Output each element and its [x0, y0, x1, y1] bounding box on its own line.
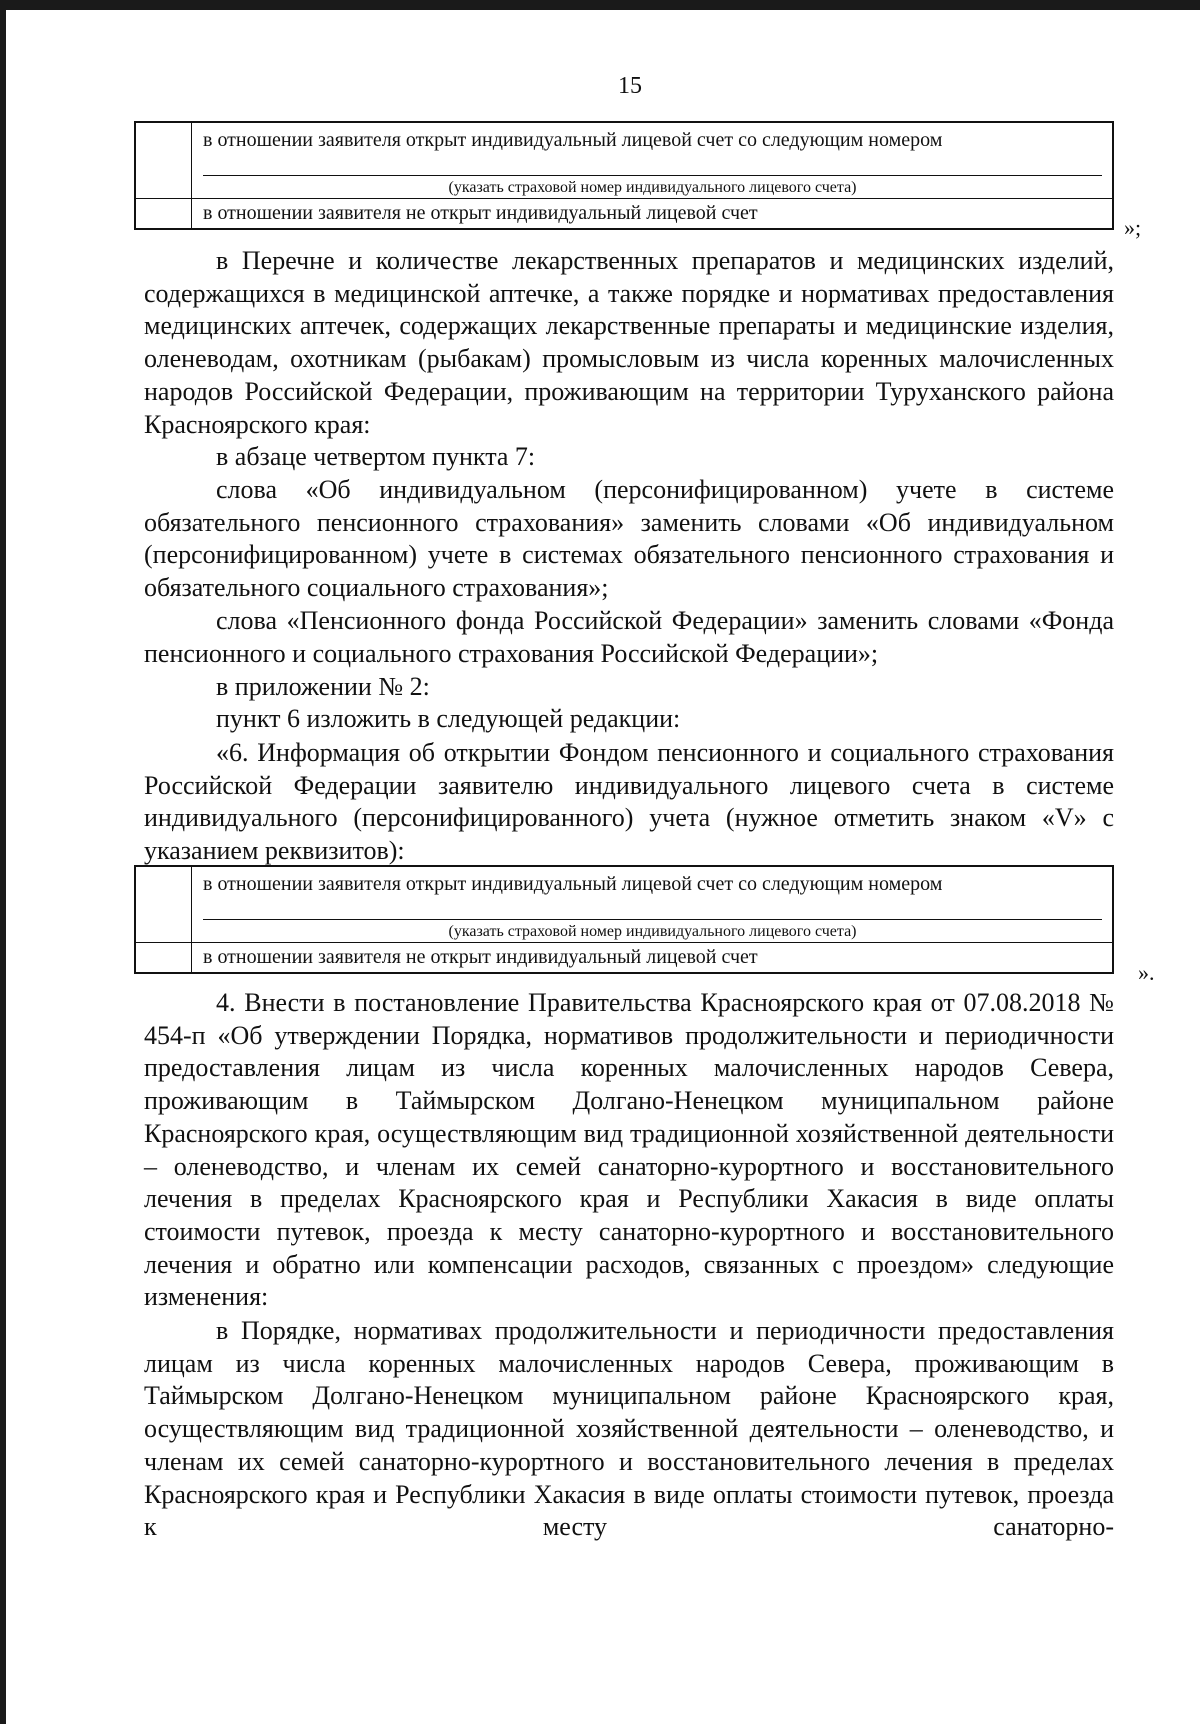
- checkbox-cell-closed: [136, 943, 192, 972]
- scan-border-top: [0, 0, 1200, 10]
- row-closed-label: в отношении заявителя не открыт индивидуальный лицевой счет: [203, 202, 758, 224]
- paragraph-poryadke: в Порядке, нормативах продолжительности и периодичности предоставления лицам из числа коренных малочисленных народов Севера, проживающим в Таймырском Долгано-Ненецком муниципальном районе Красноярского края, осуществляющим вид традиционной хозяйственной деятельности – оленеводство, и членам их семей санаторно-курортного и восстановительного лечения в пределах Красноярского края и Республики Хакасия в виде оплаты стоимости путевок, проезда к месту санаторно-: [144, 1316, 1114, 1542]
- row-open-label: в отношении заявителя открыт индивидуальный лицевой счет со следующим номером: [203, 129, 943, 151]
- checkbox-cell-open: [136, 867, 192, 942]
- paragraph-informatsiya: «6. Информация об открытии Фондом пенсионного и социального страхования Российской Федерации заявителю индивидуального лицевого счета в системе индивидуального (персонифицированного) учета (нужное отметить знаком «V» с указанием реквизитов):: [144, 738, 1114, 866]
- checkbox-cell-closed: [136, 199, 192, 228]
- paragraph-slova-1: слова «Об индивидуальном (персонифицированном) учете в системе обязательного пенсионного страхования» заменить словами «Об индивидуальном (персонифицированном) учете в системах обязательного пенсионного страхования и обязательного социального страхования»;: [144, 475, 1114, 603]
- table-1-closing-quote: »;: [1124, 215, 1142, 240]
- paragraph-abzats: в абзаце четвертом пункта 7:: [216, 442, 536, 471]
- account-number-hint: (указать страховой номер индивидуального лицевого счета): [448, 179, 857, 196]
- paragraph-slova-2: слова «Пенсионного фонда Российской Федерации» заменить словами «Фонда пенсионного и социального страхования Российской Федерации»;: [144, 606, 1114, 668]
- account-number-line: [203, 155, 1102, 176]
- table-2-closing-quote: ».: [1138, 960, 1155, 985]
- checkbox-cell-open: [136, 123, 192, 198]
- account-number-hint: (указать страховой номер индивидуального лицевого счета): [448, 923, 857, 940]
- table-row-closed: [136, 198, 1112, 228]
- paragraph-vnesti: 4. Внести в постановление Правительства Красноярского края от 07.08.2018 № 454-п «Об утверждении Порядка, нормативов продолжительности и периодичности предоставления лицам из числа коренных малочисленных народов Севера, проживающим в Таймырском Долгано-Ненецком муниципальном районе Красноярского края, осуществляющим вид традиционной хозяйственной деятельности – оленеводство, и членам их семей санаторно-курортного и восстановительного лечения в пределах Красноярского края и Республики Хакасия в виде оплаты стоимости путевок, проезда к месту санаторно-курортного и восстановительного лечения и обратно или компенсации расходов, связанных с проездом» следующие изменения:: [144, 988, 1114, 1312]
- paragraph-prilozhenie: в приложении № 2:: [216, 672, 430, 701]
- paragraph-punkt-6: пункт 6 изложить в следующей редакции:: [216, 704, 681, 733]
- table-row-closed: [136, 942, 1112, 972]
- table-row-open: [136, 123, 1112, 198]
- scan-border-left: [0, 0, 6, 1724]
- row-open-label: в отношении заявителя открыт индивидуальный лицевой счет со следующим номером: [203, 873, 943, 895]
- paragraph-perechen: в Перечне и количестве лекарственных препаратов и медицинских изделий, содержащихся в медицинской аптечке, а также порядке и нормативах предоставления медицинских аптечек, содержащих лекарственные препараты и медицинские изделия, оленеводам, охотникам (рыбакам) промысловым из числа коренных малочисленных народов Российской Федерации, проживающим на территории Туруханского района Красноярского края:: [144, 246, 1114, 439]
- account-table-2: [134, 865, 1114, 974]
- account-number-line: [203, 899, 1102, 920]
- page-number: 15: [618, 73, 642, 99]
- account-table-1: [134, 121, 1114, 230]
- row-closed-label: в отношении заявителя не открыт индивидуальный лицевой счет: [203, 946, 758, 968]
- table-row-open: [136, 867, 1112, 942]
